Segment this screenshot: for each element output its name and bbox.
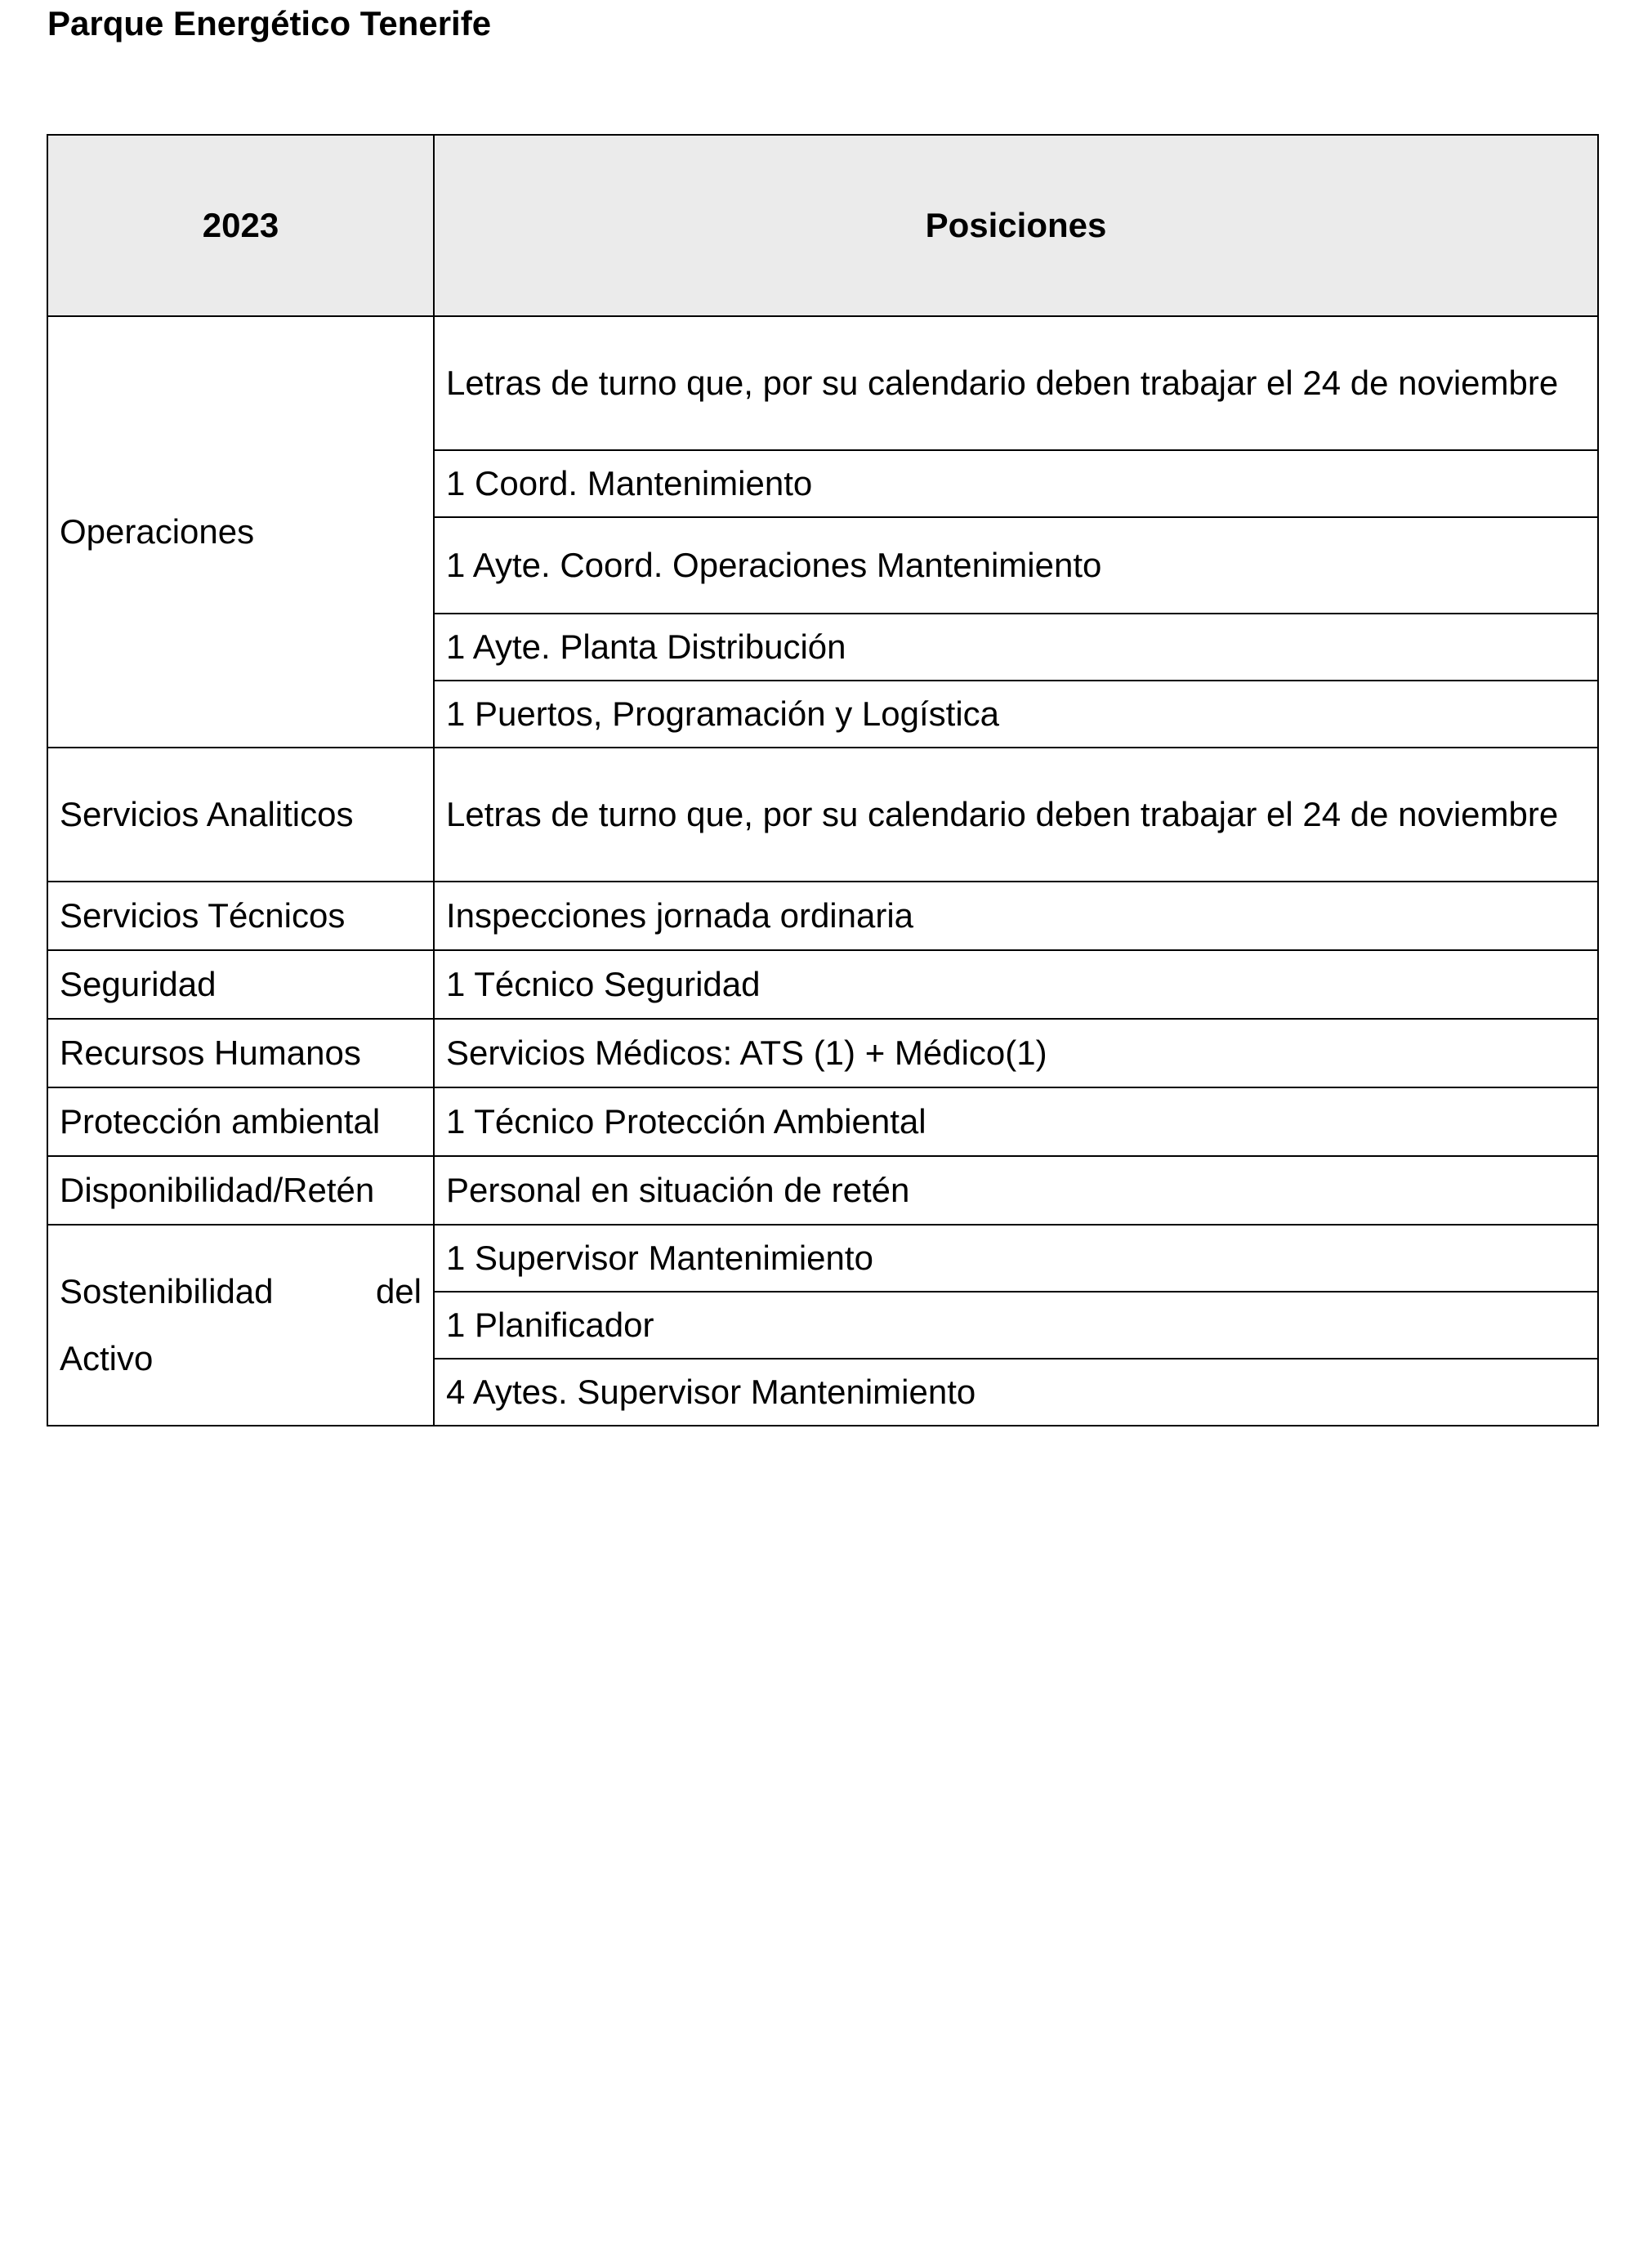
department-cell (47, 1225, 434, 1426)
position-cell: 1 Planificador (434, 1292, 1598, 1359)
position-cell: 1 Ayte. Planta Distribución (434, 614, 1598, 681)
department-cell: Operaciones (47, 316, 434, 748)
table-row (47, 748, 1598, 882)
document-title: Parque Energético Tenerife (47, 4, 492, 42)
department-cell: Seguridad (47, 950, 434, 1019)
department-cell: Protección ambiental (47, 1087, 434, 1156)
header-positions: Posiciones (434, 135, 1598, 316)
department-line: Activo (60, 1339, 154, 1377)
department-cell: Disponibilidad/Retén (47, 1156, 434, 1225)
department-cell: Servicios Técnicos (47, 882, 434, 950)
table-header-row (47, 135, 1598, 316)
position-cell: Letras de turno que, por su calendario deben trabajar el 24 de noviembre (434, 316, 1598, 450)
table-row (47, 882, 1598, 950)
position-cell: 4 Aytes. Supervisor Mantenimiento (434, 1359, 1598, 1426)
table-row (47, 1225, 1598, 1292)
table-row (47, 1087, 1598, 1156)
position-cell: 1 Supervisor Mantenimiento (434, 1225, 1598, 1292)
table-row (47, 1156, 1598, 1225)
position-cell: 1 Técnico Protección Ambiental (434, 1087, 1598, 1156)
department-cell: Recursos Humanos (47, 1019, 434, 1087)
department-line: Sostenibilidad del (60, 1272, 422, 1310)
table-row (47, 1019, 1598, 1087)
table-row (47, 316, 1598, 450)
position-cell: Personal en situación de retén (434, 1156, 1598, 1225)
position-cell: Servicios Médicos: ATS (1) + Médico(1) (434, 1019, 1598, 1087)
header-year: 2023 (47, 135, 434, 316)
position-cell: 1 Puertos, Programación y Logística (434, 681, 1598, 748)
position-cell: 1 Técnico Seguridad (434, 950, 1598, 1019)
department-cell: Servicios Analiticos (47, 748, 434, 882)
position-cell: 1 Ayte. Coord. Operaciones Mantenimiento (434, 517, 1598, 614)
position-cell: Letras de turno que, por su calendario deben trabajar el 24 de noviembre (434, 748, 1598, 882)
table-row (47, 950, 1598, 1019)
position-cell: Inspecciones jornada ordinaria (434, 882, 1598, 950)
positions-table (47, 134, 1599, 1426)
position-cell: 1 Coord. Mantenimiento (434, 450, 1598, 517)
